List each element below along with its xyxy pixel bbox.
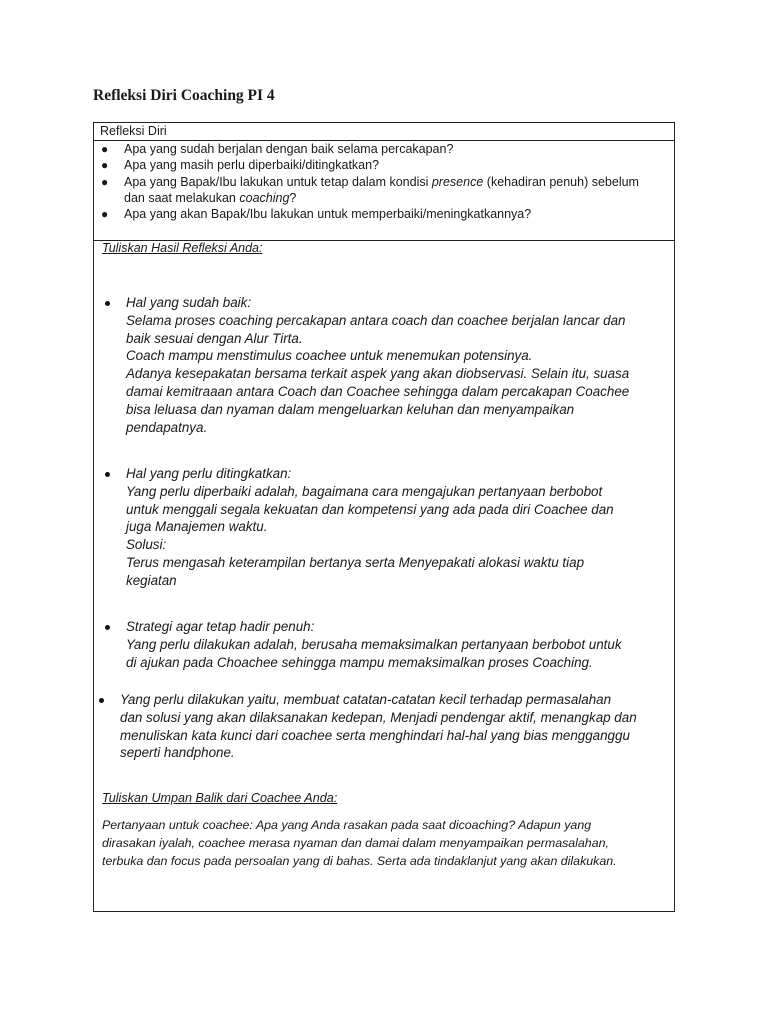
divider — [94, 140, 674, 141]
question-item: Apa yang sudah berjalan dengan baik selama percakapan? — [124, 142, 454, 156]
hasil-heading: Tuliskan Hasil Refleksi Anda: — [102, 241, 263, 255]
bullet-icon: ● — [101, 158, 109, 172]
bullet-icon: ● — [101, 142, 109, 156]
reflection-section-action: Yang perlu dilakukan yaitu, membuat catatan-catatan kecil terhadap permasalahan dan solusi yang akan dilaksanakan kedepan, Menjadi pendengar aktif, menangkap dan menuliskan kata kunci dari coachee serta menghindari hal-hal yang bias mengganggu seperti handphone. — [120, 692, 637, 761]
bullet-icon — [105, 301, 110, 306]
table-header-label: Refleksi Diri — [100, 124, 167, 138]
bullet-icon: ● — [101, 175, 109, 189]
page-title: Refleksi Diri Coaching PI 4 — [93, 87, 275, 104]
question-item: Apa yang Bapak/Ibu lakukan untuk tetap dalam kondisi presence (kehadiran penuh) sebelum — [124, 175, 639, 189]
bullet-icon: ● — [101, 207, 109, 221]
bullet-icon — [99, 698, 104, 703]
question-item-continued: dan saat melakukan coaching? — [124, 191, 297, 205]
bullet-icon — [105, 472, 110, 477]
reflection-table: Refleksi Diri ● Apa yang sudah berjalan dengan baik selama percakapan? ● Apa yang masih perlu diperbaiki/ditingkatkan? ● Apa yang Bapak/Ibu lakukan untuk tetap dalam kondisi presence (kehadiran penuh) sebelum dan saat melakukan coaching? ● Apa yang akan Bapak/Ibu lakukan untuk memperbaiki/meningkatkannya? Tuliskan Hasil Refleksi Anda: Hal yang sudah baik: Selama proses coaching percakapan antara coach dan coachee berjalan lancar dan baik sesuai dengan Alur Tirta. Coach mampu menstimulus coachee untuk menemukan potensinya. Adanya kesepakatan bersama terkait aspek yang akan diobservasi. Selain itu, suasa damai kemitraaan antara Coach dan Coachee sehingga dalam percakapan Coachee bisa leluasa dan nyaman dalam mengeluarkan keluhan dan menyampaikan pendapatnya. Hal yang perlu ditingkatkan: Yang perlu diperbaiki adalah, bagaimana cara mengajukan pertanyaan berbobot untuk menggali segala kekuatan dan kompetensi yang ada pada diri Coachee dan juga Manajemen waktu. Solusi: Terus mengasah keterampilan bertanya serta Menyepakati alokasi waktu tiap kegiatan Strategi agar tetap hadir penuh: Yang perlu dilakukan adalah, berusaha memaksimalkan pertanyaan berbobot untuk di ajukan pada Choachee sehingga mampu memaksimalkan proses Coaching. Yang perlu dilakukan yaitu, membuat catatan-catatan kecil terhadap permasalahan dan solusi yang akan dilaksanakan kedepan, Menjadi pendengar aktif, menangkap dan menuliskan kata kunci dari coachee serta menghindari hal-hal yang bias mengganggu seperti handphone. Tuliskan Umpan Balik dari Coachee Anda: Pertanyaan untuk coachee: Apa yang Anda rasakan pada saat dicoaching? Adapun yang dirasakan iyalah, coachee merasa nyaman dan damai dalam menyampaikan permasalahan, terbuka dan focus pada persoalan yang di bahas. Serta ada tindaklanjut yang akan dilakukan. — [93, 122, 675, 912]
reflection-section-strategy: Strategi agar tetap hadir penuh: Yang perlu dilakukan adalah, berusaha memaksimalkan pertanyaan berbobot untuk di ajukan pada Choachee sehingga mampu memaksimalkan proses Coaching. — [126, 619, 622, 670]
bullet-icon — [105, 625, 110, 630]
question-item: Apa yang masih perlu diperbaiki/ditingkatkan? — [124, 158, 380, 172]
reflection-section-good: Hal yang sudah baik: Selama proses coaching percakapan antara coach dan coachee berjalan lancar dan baik sesuai dengan Alur Tirta. Coach mampu menstimulus coachee untuk menemukan potensinya. Adanya kesepakatan bersama terkait aspek yang akan diobservasi. Selain itu, suasa damai kemitraaan antara Coach dan Coachee sehingga dalam percakapan Coachee bisa leluasa dan nyaman dalam mengeluarkan keluhan dan menyampaikan pendapatnya. — [126, 295, 630, 435]
feedback-heading: Tuliskan Umpan Balik dari Coachee Anda: — [102, 791, 338, 805]
question-item: Apa yang akan Bapak/Ibu lakukan untuk memperbaiki/meningkatkannya? — [124, 207, 532, 221]
reflection-section-improve: Hal yang perlu ditingkatkan: Yang perlu diperbaiki adalah, bagaimana cara mengajukan pertanyaan berbobot untuk menggali segala kekuatan dan kompetensi yang ada pada diri Coachee dan juga Manajemen waktu. Solusi: Terus mengasah keterampilan bertanya serta Menyepakati alokasi waktu tiap kegiatan — [126, 466, 614, 588]
